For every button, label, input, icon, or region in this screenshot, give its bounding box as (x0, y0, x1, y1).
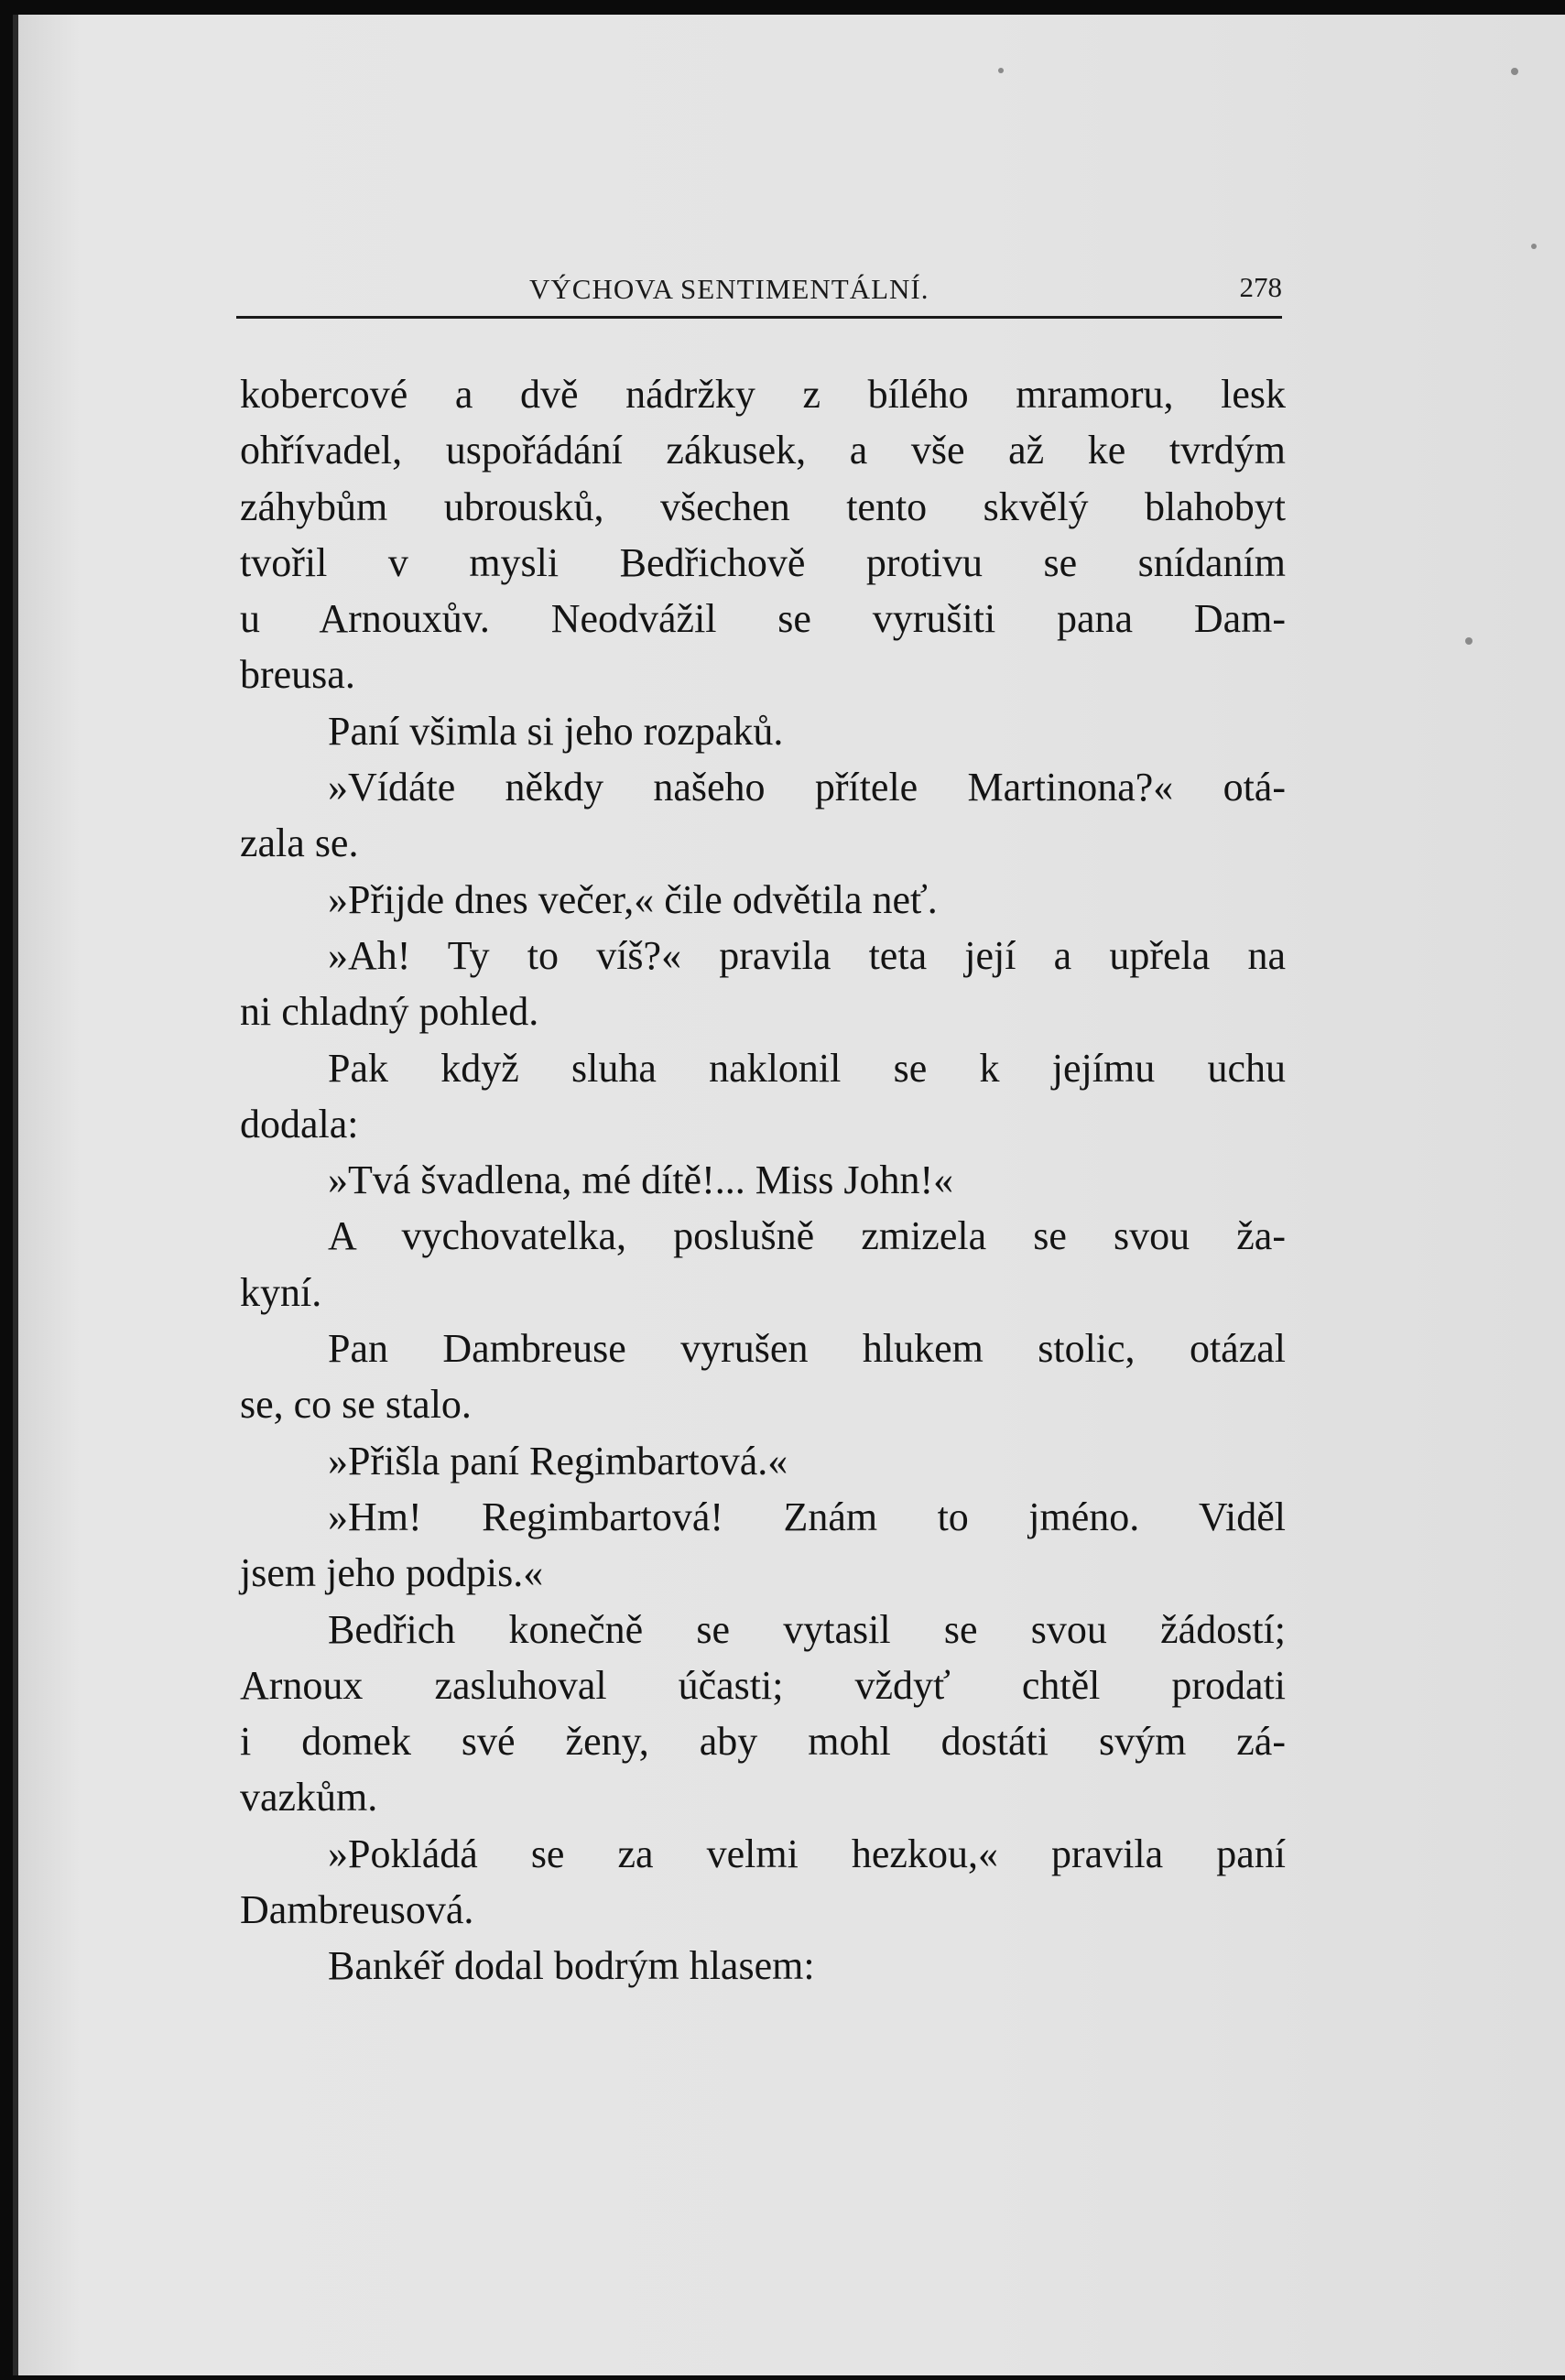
running-title: VÝCHOVA SENTIMENTÁLNÍ. (529, 273, 929, 305)
text-line: Bedřich konečně se vytasil se svou žádostí; (328, 1606, 1286, 1652)
text-line: jsem jeho podpis.« (240, 1550, 544, 1596)
text-line: A vychovatelka, poslušně zmizela se svou ža- (328, 1213, 1286, 1259)
text-line: »Pokládá se za velmi hezkou,« pravila paní (328, 1831, 1286, 1876)
text-line: kyní. (240, 1269, 322, 1315)
text-line: breusa. (240, 652, 355, 698)
text-line: i domek své ženy, aby mohl dostáti svým zá- (240, 1719, 1286, 1765)
text-line: Paní všimla si jeho rozpaků. (328, 708, 784, 754)
text-line: »Hm! Regimbartová! Znám to jméno. Viděl (328, 1494, 1286, 1539)
paper-speck (1465, 637, 1473, 645)
text-line: »Přišla paní Regimbartová.« (328, 1438, 788, 1483)
text-line: Pan Dambreuse vyrušen hlukem stolic, otázal (328, 1326, 1286, 1372)
text-line: se, co se stalo. (240, 1382, 472, 1428)
text-line: ni chladný pohled. (240, 989, 539, 1035)
text-line: »Vídáte někdy našeho přítele Martinona?« otá- (328, 765, 1286, 810)
paper-speck (1531, 244, 1537, 249)
text-line: Pak když sluha naklonil se k jejímu uchu (328, 1045, 1286, 1091)
body-text (240, 366, 1286, 1994)
text-line: Dambreusová. (240, 1887, 474, 1933)
text-line: záhybům ubrousků, všechen tento skvělý blahobyt (240, 484, 1286, 529)
text-line: dodala: (240, 1101, 359, 1147)
text-line: tvořil v mysli Bedřichově protivu se snídaním (240, 539, 1286, 585)
page-header (236, 266, 1282, 319)
paper-speck (1511, 68, 1518, 75)
text-line: »Přijde dnes večer,« čile odvětila neť. (328, 876, 938, 922)
text-line: vazkům. (240, 1775, 378, 1820)
text-line: Arnoux zasluhoval účasti; vždyť chtěl prodati (240, 1662, 1286, 1708)
paper-speck (998, 68, 1004, 73)
page-number: 278 (1239, 271, 1282, 303)
text-line: ohřívadel, uspořádání zákusek, a vše až ke tvrdým (240, 428, 1286, 473)
header-rule (236, 316, 1282, 319)
text-line: »Tvá švadlena, mé dítě!... Miss John!« (328, 1157, 954, 1203)
text-line: »Ah! Ty to víš?« pravila teta její a upřela na (328, 932, 1286, 978)
text-line: Bankéř dodal bodrým hlasem: (328, 1943, 815, 1989)
text-line: u Arnouxův. Neodvážil se vyrušiti pana Dam- (240, 596, 1286, 642)
text-line: kobercové a dvě nádržky z bílého mramoru, lesk (240, 372, 1286, 417)
text-line: zala se. (240, 821, 359, 866)
